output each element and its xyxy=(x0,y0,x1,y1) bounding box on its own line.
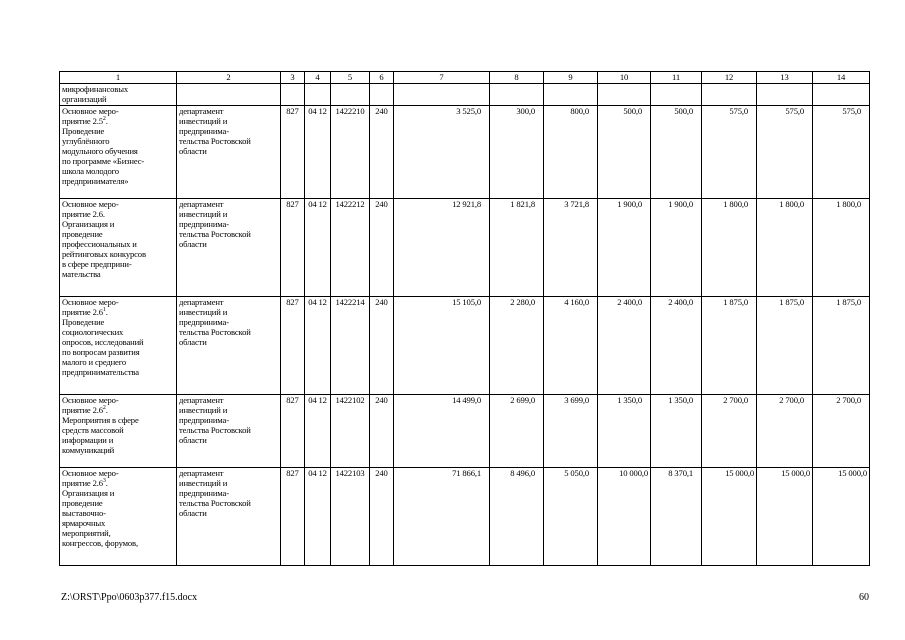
table-row xyxy=(60,297,870,395)
page-number: 60 xyxy=(859,592,869,603)
year-amount: 500,0 xyxy=(651,106,702,199)
year-amount: 800,0 xyxy=(544,106,598,199)
empty-cell xyxy=(394,84,490,106)
continuation-row xyxy=(60,84,870,106)
grbs-code: 827 xyxy=(281,297,305,395)
column-number: 9 xyxy=(544,72,598,84)
table-row xyxy=(60,395,870,468)
column-number: 1 xyxy=(60,72,177,84)
total-amount: 14 499,0 xyxy=(394,395,490,468)
activity-name: микрофинансовых организаций xyxy=(60,84,177,106)
year-amount: 3 699,0 xyxy=(544,395,598,468)
vr-code: 240 xyxy=(370,297,394,395)
column-number: 5 xyxy=(331,72,370,84)
column-number: 12 xyxy=(702,72,757,84)
csr-code: 1422210 xyxy=(331,106,370,199)
empty-cell xyxy=(757,84,813,106)
year-amount: 1 800,0 xyxy=(702,199,757,297)
table-row xyxy=(60,106,870,199)
grbs-code: 827 xyxy=(281,199,305,297)
column-number: 13 xyxy=(757,72,813,84)
year-amount: 15 000,0 xyxy=(702,468,757,566)
rzpr-code: 04 12 xyxy=(305,395,331,468)
grbs-code: 827 xyxy=(281,395,305,468)
total-amount: 12 921,8 xyxy=(394,199,490,297)
activity-name: Основное меро- приятие $2.6^2$. Мероприятия в сфере средств массовой информации и коммуникаций xyxy=(60,395,177,468)
column-number-row xyxy=(60,72,870,84)
csr-code: 1422214 xyxy=(331,297,370,395)
column-number: 6 xyxy=(370,72,394,84)
column-number: 14 xyxy=(813,72,870,84)
grbs-code: 827 xyxy=(281,468,305,566)
vr-code: 240 xyxy=(370,199,394,297)
column-number: 10 xyxy=(598,72,651,84)
empty-cell xyxy=(813,84,870,106)
empty-cell xyxy=(370,84,394,106)
year-amount: 8 370,1 xyxy=(651,468,702,566)
year-amount: 2 700,0 xyxy=(702,395,757,468)
year-amount: 3 721,8 xyxy=(544,199,598,297)
empty-cell xyxy=(651,84,702,106)
total-amount: 3 525,0 xyxy=(394,106,490,199)
csr-code: 1422212 xyxy=(331,199,370,297)
year-amount: 15 000,0 xyxy=(757,468,813,566)
year-amount: 575,0 xyxy=(813,106,870,199)
year-amount: 5 050,0 xyxy=(544,468,598,566)
year-amount: 2 699,0 xyxy=(490,395,544,468)
empty-cell xyxy=(598,84,651,106)
year-amount: 2 400,0 xyxy=(651,297,702,395)
grbs-code: 827 xyxy=(281,106,305,199)
column-number: 8 xyxy=(490,72,544,84)
csr-code: 1422102 xyxy=(331,395,370,468)
year-amount: 1 350,0 xyxy=(651,395,702,468)
rzpr-code: 04 12 xyxy=(305,468,331,566)
program-table xyxy=(59,71,870,566)
activity-name: Основное меро- приятие $2.6^3$. Организация и проведение выставочно- ярмарочных мероприятий, конгрессов, форумов, xyxy=(60,468,177,566)
year-amount: 1 875,0 xyxy=(702,297,757,395)
activity-name: Основное меро- приятие $2.5^2$. Проведение углублённого модульного обучения по программе «Бизнес- школа молодого предпринимателя» xyxy=(60,106,177,199)
year-amount: 1 350,0 xyxy=(598,395,651,468)
total-amount: 71 866,1 xyxy=(394,468,490,566)
year-amount: 1 800,0 xyxy=(757,199,813,297)
executor: департамент инвестиций и предпринима- тельства Ростовской области xyxy=(177,297,281,395)
column-number: 3 xyxy=(281,72,305,84)
column-number: 11 xyxy=(651,72,702,84)
executor: департамент инвестиций и предпринима- тельства Ростовской области xyxy=(177,468,281,566)
table-row xyxy=(60,199,870,297)
executor: департамент инвестиций и предпринима- тельства Ростовской области xyxy=(177,395,281,468)
column-number: 7 xyxy=(394,72,490,84)
rzpr-code: 04 12 xyxy=(305,106,331,199)
year-amount: 575,0 xyxy=(702,106,757,199)
vr-code: 240 xyxy=(370,395,394,468)
file-path: Z:\ORST\Ppo\0603p377.f15.docx xyxy=(61,592,198,603)
year-amount: 15 000,0 xyxy=(813,468,870,566)
empty-cell xyxy=(490,84,544,106)
empty-cell xyxy=(281,84,305,106)
year-amount: 10 000,0 xyxy=(598,468,651,566)
year-amount: 2 280,0 xyxy=(490,297,544,395)
year-amount: 8 496,0 xyxy=(490,468,544,566)
year-amount: 1 875,0 xyxy=(757,297,813,395)
activity-name: Основное меро- приятие 2.6. Организация и проведение профессиональных и рейтинговых конкурсов в сфере предприни- мательства xyxy=(60,199,177,297)
executor: департамент инвестиций и предпринима- тельства Ростовской области xyxy=(177,199,281,297)
year-amount: 500,0 xyxy=(598,106,651,199)
executor: департамент инвестиций и предпринима- тельства Ростовской области xyxy=(177,106,281,199)
vr-code: 240 xyxy=(370,106,394,199)
year-amount: 1 800,0 xyxy=(813,199,870,297)
rzpr-code: 04 12 xyxy=(305,199,331,297)
csr-code: 1422103 xyxy=(331,468,370,566)
activity-name: Основное меро- приятие $2.6^1$. Проведение социологических опросов, исследований по вопросам развития малого и среднего предпринимательства xyxy=(60,297,177,395)
year-amount: 1 900,0 xyxy=(651,199,702,297)
vr-code: 240 xyxy=(370,468,394,566)
column-number: 4 xyxy=(305,72,331,84)
year-amount: 4 160,0 xyxy=(544,297,598,395)
column-number: 2 xyxy=(177,72,281,84)
year-amount: 1 900,0 xyxy=(598,199,651,297)
year-amount: 300,0 xyxy=(490,106,544,199)
empty-cell xyxy=(544,84,598,106)
year-amount: 575,0 xyxy=(757,106,813,199)
empty-cell xyxy=(177,84,281,106)
total-amount: 15 105,0 xyxy=(394,297,490,395)
year-amount: 2 400,0 xyxy=(598,297,651,395)
table-row xyxy=(60,468,870,566)
year-amount: 1 821,8 xyxy=(490,199,544,297)
empty-cell xyxy=(305,84,331,106)
empty-cell xyxy=(331,84,370,106)
year-amount: 2 700,0 xyxy=(757,395,813,468)
empty-cell xyxy=(702,84,757,106)
year-amount: 1 875,0 xyxy=(813,297,870,395)
year-amount: 2 700,0 xyxy=(813,395,870,468)
rzpr-code: 04 12 xyxy=(305,297,331,395)
